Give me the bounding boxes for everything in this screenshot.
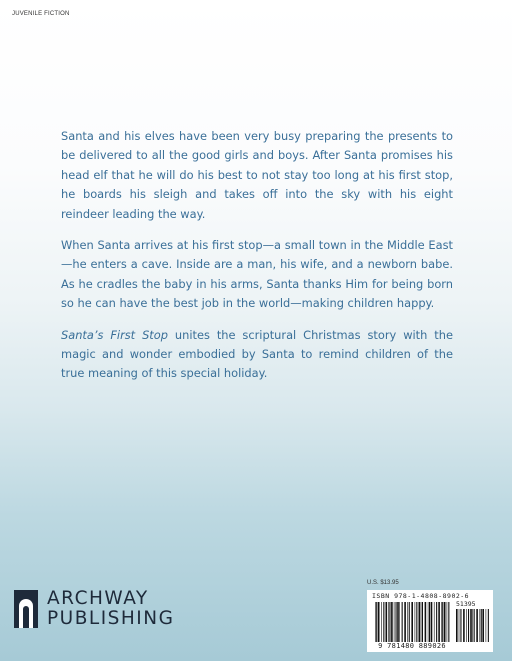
description-paragraph: Santa and his elves have been very busy preparing the presents to be delivered to all the good girls and boys. After Santa promises his head elf that he will do his best to not stay too long at his first stop, he boards his sleigh and takes off into the sky with his eight reindeer leading the way. — [61, 129, 453, 221]
genre-label: JUVENILE FICTION — [12, 11, 70, 17]
description-paragraph — [61, 326, 453, 384]
description-paragraph: When Santa arrives at his first stop—a small town in the Middle East—he enters a cave. Inside are a man, his wife, and a newborn babe. As he cradles the baby in his arms, Santa thanks Him for being born so he can have the best job in the world—making children happy. — [61, 238, 453, 311]
isbn-label: ISBN 978-1-4808-8902-6 — [372, 592, 470, 600]
barcode-icon — [375, 602, 450, 642]
barcode-addon-icon — [456, 609, 490, 642]
archway-logo-icon — [14, 590, 38, 628]
price-label: U.S. $13.95 — [367, 580, 399, 586]
book-title-italic: Santa’s First Stop — [61, 327, 168, 342]
publisher-name-line: PUBLISHING — [47, 608, 175, 629]
description-text: unites the scriptural Christmas story with the magic and wonder embodied by Santa to remind children of the true meaning of this special holiday. — [61, 327, 453, 381]
publisher-name-line: ARCHWAY — [47, 588, 149, 609]
publisher-logo — [14, 589, 174, 629]
barcode-digits: 9 781480 889026 — [378, 642, 446, 650]
book-description — [61, 127, 453, 396]
barcode-addon-digits: 51395 — [456, 600, 476, 608]
publisher-name — [47, 589, 174, 629]
